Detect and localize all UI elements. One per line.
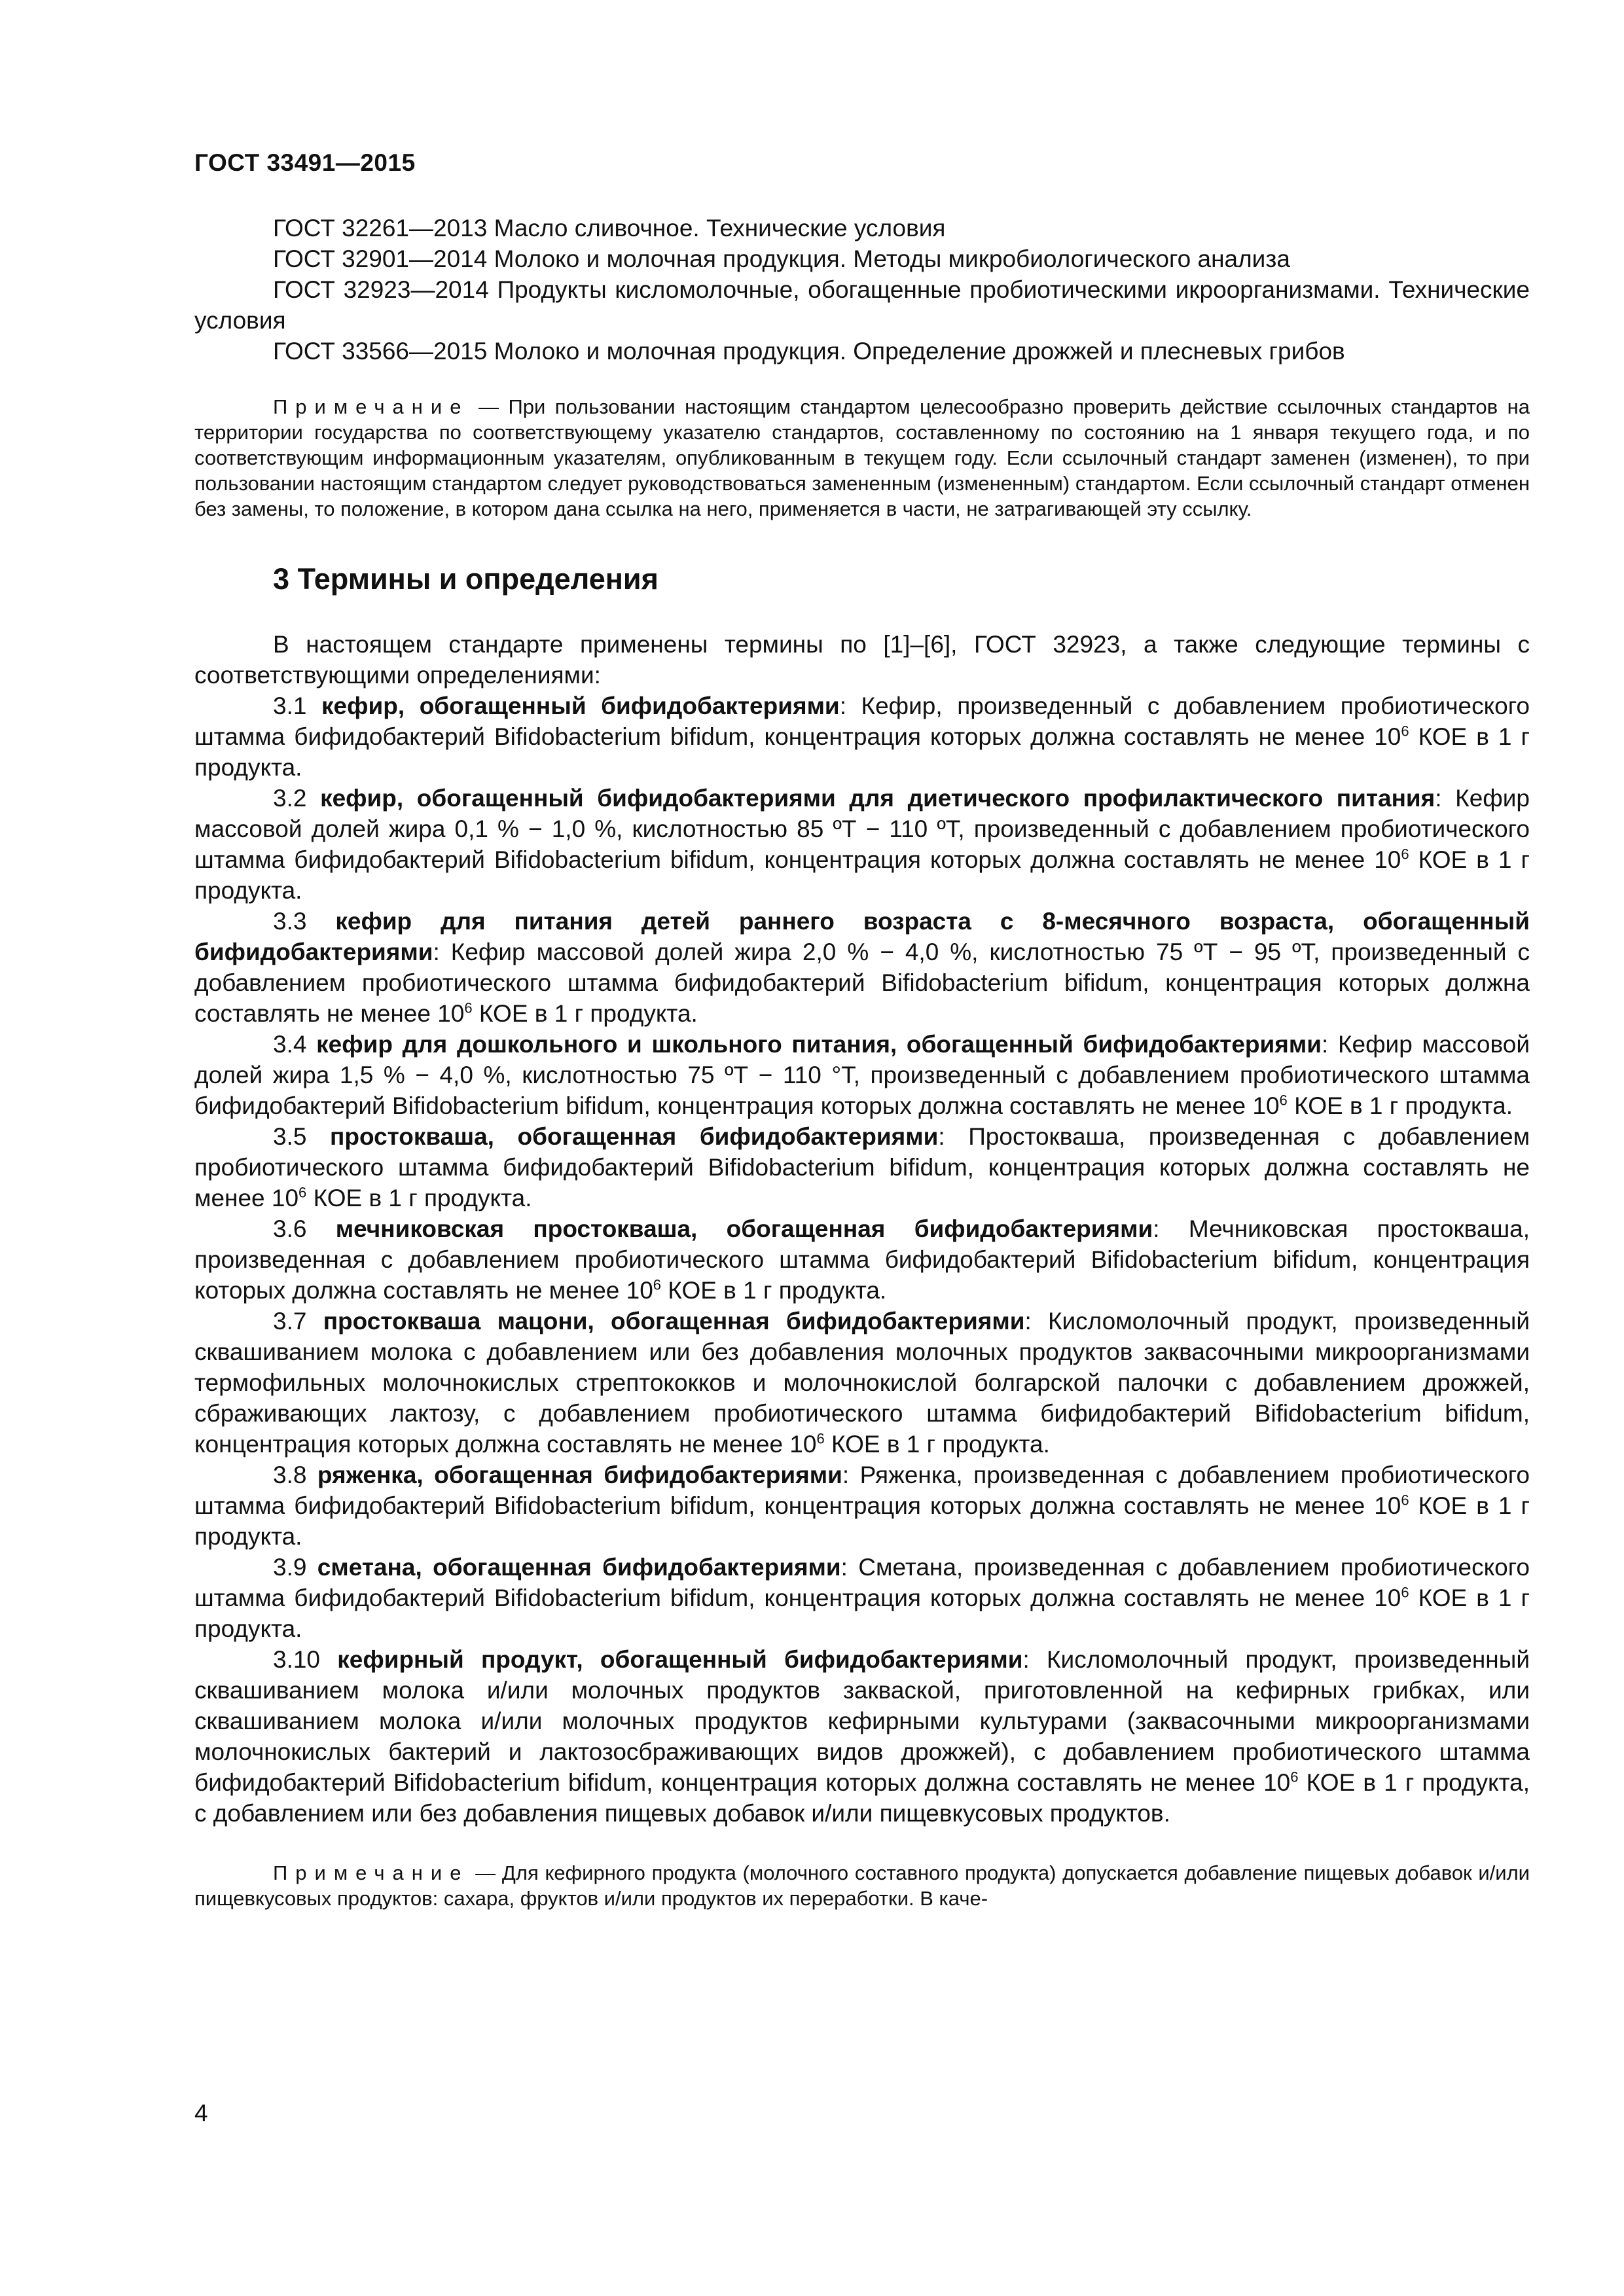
term-number: 3.6 (273, 1215, 336, 1242)
term-number: 3.7 (273, 1308, 323, 1335)
term-definition-end: КОЕ в 1 г продукта. (194, 1492, 1530, 1550)
term-definition-end: КОЕ в 1 г продукта. (306, 1185, 532, 1211)
term-exponent: 6 (1401, 1584, 1409, 1601)
term-definition: : Кефир массовой долей жира 0,1 % − 1,0 %, кислотностью 85 ºТ − 110 ºТ, произведенный с добавлением пробиотического штамма бифидобактерий Bifidobacterium bifidum, концентрация которых должна составлять не менее 10 (194, 785, 1530, 873)
term-number: 3.1 (273, 692, 322, 719)
term-definition: : Кефир, произведенный с добавлением пробиотического штамма бифидобактерий Bifidobacterium bifidum, концентрация которых должна составлять не менее 10 (194, 692, 1530, 750)
term-3-8 (194, 1460, 1530, 1552)
note-label: Примечание (273, 1861, 469, 1884)
section-intro: В настоящем стандарте применены термины по [1]–[6], ГОСТ 32923, а также следующие термины с соответствующими определениями: (194, 631, 1530, 689)
reference-item: ГОСТ 32923—2014 Продукты кисломолочные, обогащенные пробиотическими икроорганизмами. Технические условия (194, 276, 1530, 334)
term-definition: : Простокваша, произведенная с добавлением пробиотического штамма бифидобактерий Bifidobacterium bifidum, концентрация которых должна составлять не менее 10 (194, 1123, 1530, 1211)
term-3-3 (194, 906, 1530, 1029)
page-content (194, 213, 1530, 1911)
term-3-1 (194, 691, 1530, 783)
note-text: — Для кефирного продукта (молочного составного продукта) допускается добавление пищевых добавок и/или пищевкусовых продуктов: сахара, фруктов и/или продуктов их переработки. В каче- (194, 1861, 1530, 1910)
reference-item: ГОСТ 33566—2015 Молоко и молочная продукция. Определение дрожжей и плесневых грибов (273, 338, 1345, 365)
reference-item: ГОСТ 32261—2013 Масло сливочное. Технические условия (273, 215, 946, 242)
term-3-10 (194, 1644, 1530, 1829)
term-exponent: 6 (1401, 723, 1409, 740)
term-definition-end: КОЕ в 1 г продукта. (194, 723, 1530, 781)
term-3-4 (194, 1029, 1530, 1121)
term-3-2 (194, 783, 1530, 906)
term-name: кефир для дошкольного и школьного питания, обогащенный бифидобактериями (316, 1031, 1322, 1058)
term-name: кефирный продукт, обогащенный бифидобактериями (337, 1646, 1023, 1673)
term-definition: : Ряженка, произведенная с добавлением пробиотического штамма бифидобактерий Bifidobacterium bifidum, концентрация которых должна составлять не менее 10 (194, 1462, 1530, 1519)
term-name: кефир для питания детей раннего возраста с 8-месячного возраста, обогащенный бифидобактериями (194, 908, 1530, 965)
page-number: 4 (194, 2100, 208, 2126)
term-definition-end: КОЕ в 1 г продукта. (1287, 1092, 1513, 1119)
term-definition-end: КОЕ в 1 г продукта. (824, 1431, 1050, 1458)
term-3-7 (194, 1306, 1530, 1460)
term-definition-end: КОЕ в 1 г продукта. (194, 1585, 1530, 1642)
term-exponent: 6 (1401, 1492, 1409, 1509)
term-name: простокваша мацони, обогащенная бифидобактериями (323, 1308, 1025, 1335)
term-exponent: 6 (816, 1430, 825, 1447)
reference-item: ГОСТ 32901—2014 Молоко и молочная продукция. Методы микробиологического анализа (273, 245, 1290, 272)
references-note (194, 394, 1530, 522)
term-definition-end: КОЕ в 1 г продукта. (472, 1000, 698, 1027)
term-number: 3.10 (273, 1646, 338, 1673)
term-number: 3.5 (273, 1123, 331, 1150)
term-exponent: 6 (298, 1184, 307, 1201)
term-exponent: 6 (1290, 1768, 1299, 1785)
section-title: 3 Термины и определения (273, 562, 659, 596)
term-3-6 (194, 1213, 1530, 1306)
term-3-5 (194, 1121, 1530, 1213)
term-number: 3.9 (273, 1554, 317, 1581)
term-definition-end: КОЕ в 1 г продукта. (194, 846, 1530, 904)
references-list (194, 213, 1530, 367)
term-definition: : Сметана, произведенная с добавлением пробиотического штамма бифидобактерий Bifidobacterium bifidum, концентрация которых должна составлять не менее 10 (194, 1554, 1530, 1611)
term-number: 3.2 (273, 785, 321, 812)
term-exponent: 6 (1401, 846, 1409, 863)
term-name: кефир, обогащенный бифидобактериями для диетического профилактического питания (320, 785, 1435, 812)
term-definition: : Мечниковская простокваша, произведенная с добавлением пробиотического штамма бифидобактерий Bifidobacterium bifidum, концентрация которых должна составлять не менее 10 (194, 1215, 1530, 1304)
term-exponent: 6 (464, 999, 473, 1016)
term-number: 3.3 (273, 908, 336, 935)
term-number: 3.4 (273, 1031, 317, 1058)
term-number: 3.8 (273, 1462, 317, 1488)
term-definition: : Кисломолочный продукт, произведенный сквашиванием молока и/или молочных продуктов закваской, приготовленной на кефирных грибках, или сквашиванием молока и/или молочных продуктов кефирными культурами (заквасочными микроорганизмами молочнокислых бактерий и лактозосбраживающих видов дрожжей), с добавлением пробиотического штамма бифидобактерий Bifidobacterium bifidum, концентрация которых должна составлять не менее 10 (194, 1646, 1530, 1796)
term-definition: : Кефир массовой долей жира 1,5 % − 4,0 %, кислотностью 75 ºТ − 110 °Т, произведенный с добавлением пробиотического штамма бифидобактерий Bifidobacterium bifidum, концентрация которых должна составлять не менее 10 (194, 1031, 1530, 1119)
section-note (194, 1860, 1530, 1911)
note-label: Примечание (273, 395, 469, 418)
term-3-9 (194, 1552, 1530, 1644)
terms-list (194, 691, 1530, 1829)
note-text: — При пользовании настоящим стандартом целесообразно проверить действие ссылочных стандартов на территории государства по соответствующему указателю стандартов, составленному по состоянию на 1 января текущего года, и по соответствующим информационным указателям, опубликованным в текущем году. Если ссылочный стандарт заменен (изменен), то при пользовании настоящим стандартом следует руководствоваться замененным (измененным) стандартом. Если ссылочный стандарт отменен без замены, то положение, в котором дана ссылка на него, применяется в части, не затрагивающей эту ссылку. (194, 395, 1530, 520)
term-exponent: 6 (653, 1276, 662, 1293)
term-name: мечниковская простокваша, обогащенная бифидобактериями (335, 1215, 1153, 1242)
term-name: сметана, обогащенная бифидобактериями (317, 1554, 841, 1581)
term-definition-end: КОЕ в 1 г продукта. (661, 1277, 887, 1304)
term-definition-end: КОЕ в 1 г продукта, с добавлением или без добавления пищевых добавок и/или пищевкусовых продуктов. (194, 1769, 1530, 1827)
term-name: простокваша, обогащенная бифидобактериями (330, 1123, 939, 1150)
page-header-standard: ГОСТ 33491—2015 (194, 149, 416, 176)
term-name: ряженка, обогащенная бифидобактериями (317, 1462, 842, 1488)
term-exponent: 6 (1279, 1092, 1288, 1109)
term-name: кефир, обогащенный бифидобактериями (321, 692, 840, 719)
term-definition: : Кисломолочный продукт, произведенный сквашиванием молока с добавлением или без добавления молочных продуктов заквасочными микроорганизмами термофильных молочнокислых стрептококков и молочнокислой болгарской палочки с добавлением дрожжей, сбраживающих лактозу, с добавлением пробиотического штамма бифидобактерий Bifidobacterium bifidum, концентрация которых должна составлять не менее 10 (194, 1308, 1530, 1458)
term-definition: : Кефир массовой долей жира 2,0 % − 4,0 %, кислотностью 75 ºТ − 95 ºТ, произведенный с добавлением пробиотического штамма бифидобактерий Bifidobacterium bifidum, концентрация которых должна составлять не менее 10 (194, 939, 1530, 1027)
